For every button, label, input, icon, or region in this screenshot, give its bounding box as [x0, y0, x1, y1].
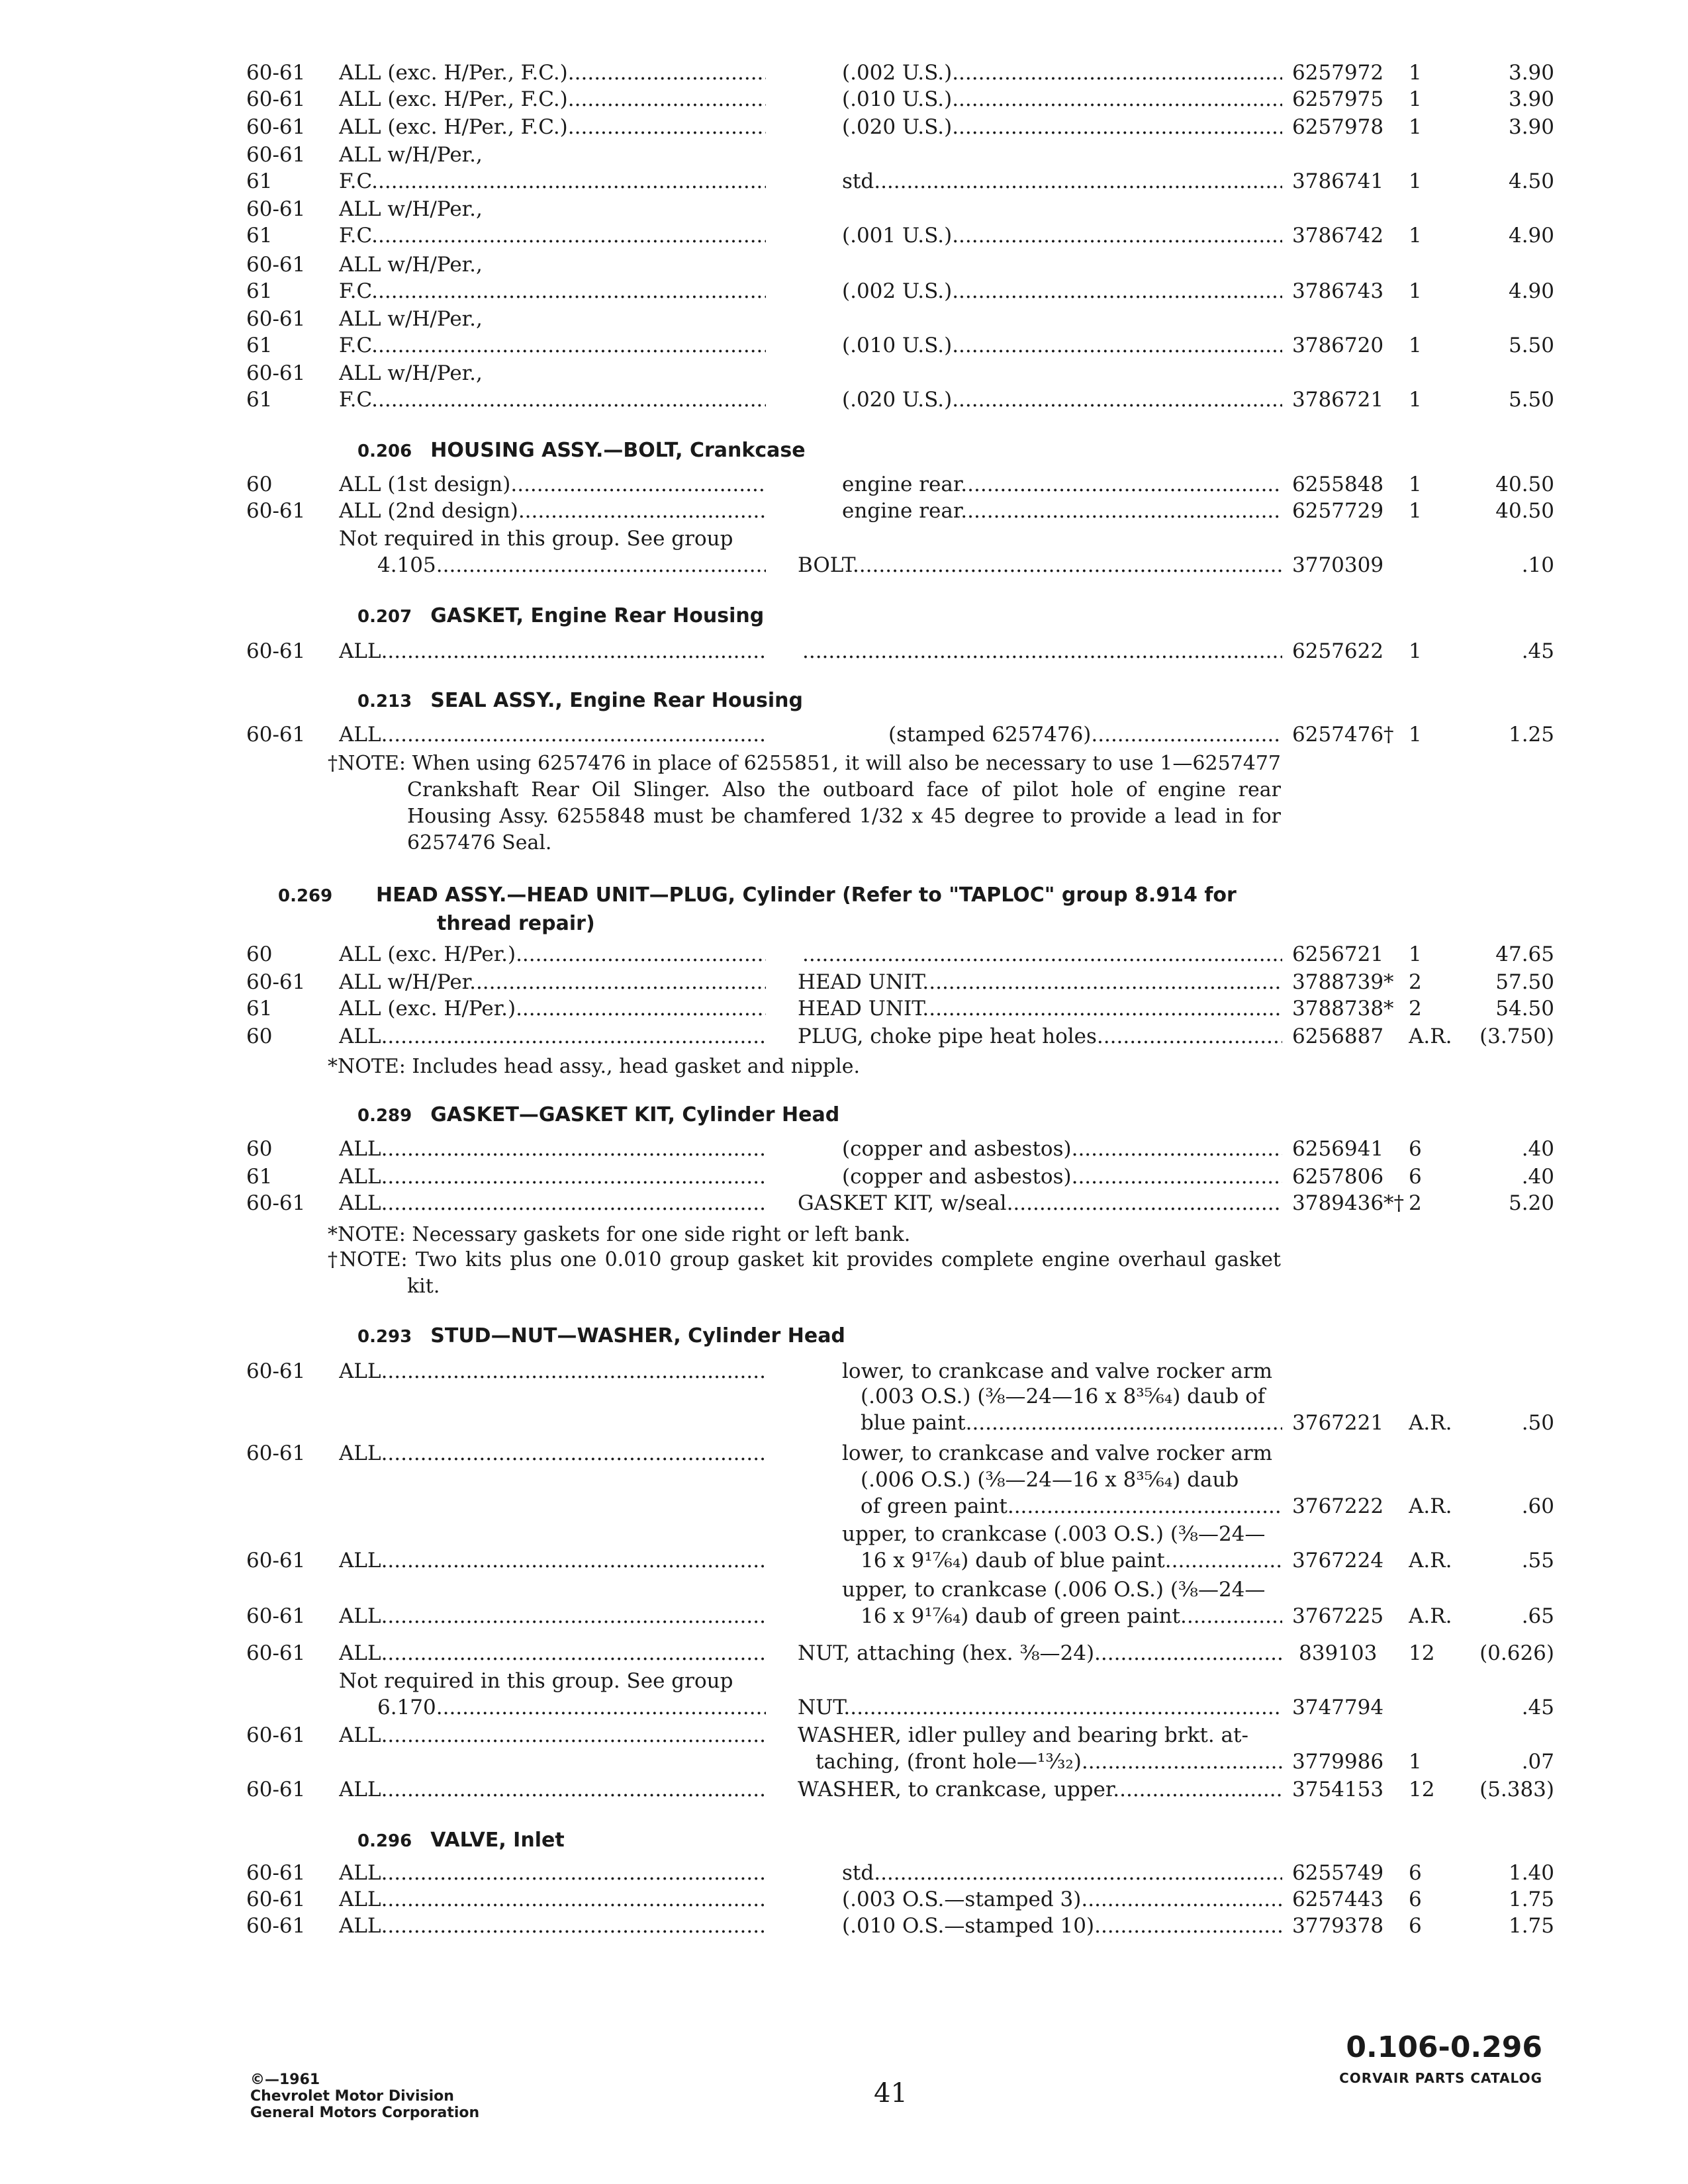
year: 60-61 — [246, 723, 306, 747]
quantity: A.R. — [1409, 1549, 1452, 1572]
part-number: 6257622 — [1292, 639, 1384, 663]
section-header: 0.269 HEAD ASSY.—HEAD UNIT—PLUG, Cylinder (Refer to "TAPLOC" group 8.914 for thread repair) — [278, 884, 1237, 935]
price: (5.383) — [1479, 1778, 1554, 1801]
table-row — [0, 1639, 1688, 1668]
price: 40.50 — [1495, 499, 1554, 523]
year: 61 — [246, 224, 273, 248]
part-number: 6256887 — [1292, 1024, 1384, 1048]
price: 1.40 — [1508, 1861, 1554, 1885]
table-row — [0, 331, 1688, 360]
table-row — [0, 994, 1688, 1023]
table-row — [0, 58, 1688, 87]
quantity: A.R. — [1409, 1411, 1452, 1435]
application: ALL ..... — [339, 637, 766, 666]
publisher-division: Chevrolet Motor Division — [250, 2088, 454, 2105]
section-header — [357, 437, 1297, 465]
year: 60-61 — [246, 499, 306, 523]
application: ALL (exc. H/Per., F.C.) ..... — [339, 85, 766, 114]
section-title: GASKET, Engine Rear Housing — [430, 604, 765, 627]
price: .40 — [1521, 1165, 1554, 1189]
section-title: HEAD ASSY.—HEAD UNIT—PLUG, Cylinder (Refer to "TAPLOC" group 8.914 for thread repair) — [376, 884, 1237, 935]
table-row-line1 — [0, 195, 1688, 224]
section-code: 0.206 — [357, 441, 412, 461]
application: ALL (exc. H/Per., F.C.) ..... — [339, 58, 766, 87]
section-title: GASKET—GASKET KIT, Cylinder Head — [430, 1103, 840, 1126]
publisher-corporation: General Motors Corporation — [250, 2105, 480, 2121]
application: ALL (exc. H/Per.) ..... — [339, 994, 766, 1023]
application: ALL ..... — [339, 1885, 766, 1914]
description: upper, to crankcase (.006 O.S.) (⅜—24— — [842, 1578, 1266, 1602]
section-code: 0.289 — [357, 1106, 412, 1126]
description: 16 x 9¹⁷⁄₆₄) daub of blue paint ..... — [861, 1546, 1282, 1575]
description: BOLT ..... — [798, 551, 1282, 580]
application: ALL ..... — [339, 1439, 766, 1468]
price: (3.750) — [1479, 1024, 1554, 1048]
application: ALL ..... — [339, 1357, 766, 1386]
quantity: A.R. — [1409, 1494, 1452, 1518]
section-header — [357, 602, 1297, 631]
price: 5.20 — [1508, 1191, 1554, 1215]
application: ALL ..... — [339, 1162, 766, 1191]
quantity: 12 — [1409, 1778, 1435, 1801]
section-header — [357, 1827, 1297, 1855]
price: (0.626) — [1479, 1641, 1554, 1665]
table-row — [0, 221, 1688, 250]
quantity: 1 — [1409, 334, 1422, 357]
table-row — [0, 1693, 1688, 1722]
year: 60 — [246, 942, 273, 966]
year: 61 — [246, 997, 273, 1021]
application: ALL w/H/Per., — [339, 197, 483, 221]
application: ALL w/H/Per., — [339, 253, 483, 277]
price: 47.65 — [1495, 942, 1554, 966]
description: 16 x 9¹⁷⁄₆₄) daub of green paint ..... — [861, 1602, 1282, 1631]
application: ALL (exc. H/Per.) ..... — [339, 940, 766, 969]
part-number: 6255749 — [1292, 1861, 1384, 1885]
table-row-line1 — [0, 1666, 1688, 1696]
year: 61 — [246, 334, 273, 357]
year: 61 — [246, 169, 273, 193]
table-row — [0, 496, 1688, 525]
price: .65 — [1521, 1604, 1554, 1628]
table-row-line2 — [0, 1382, 1688, 1411]
table-row — [0, 1546, 1688, 1575]
price: 3.90 — [1508, 115, 1554, 139]
footnote: *NOTE: Necessary gaskets for one side right or left bank. — [328, 1223, 911, 1246]
application: F.C. ..... — [339, 277, 766, 306]
quantity: 1 — [1409, 499, 1422, 523]
part-number: 3786721 — [1292, 388, 1384, 412]
year: 60-61 — [246, 307, 306, 331]
price: 5.50 — [1508, 388, 1554, 412]
application: ALL ..... — [339, 1022, 766, 1051]
application: ALL w/H/Per., — [339, 143, 483, 167]
quantity: 6 — [1409, 1165, 1422, 1189]
table-row — [0, 637, 1688, 666]
price: .45 — [1521, 639, 1554, 663]
quantity: 6 — [1409, 1888, 1422, 1911]
description: (.020 U.S.) ..... — [842, 385, 1282, 414]
price: 3.90 — [1508, 61, 1554, 85]
table-row — [0, 940, 1688, 969]
table-row-line2 — [0, 1465, 1688, 1494]
part-number: 6256941 — [1292, 1137, 1384, 1161]
quantity: 1 — [1409, 473, 1422, 496]
year: 60-61 — [246, 115, 306, 139]
price: 57.50 — [1495, 970, 1554, 994]
price: .50 — [1521, 1411, 1554, 1435]
description: engine rear ..... — [842, 496, 1282, 525]
table-row — [0, 968, 1688, 997]
year: 60 — [246, 473, 273, 496]
table-row — [0, 85, 1688, 114]
application: F.C. ..... — [339, 331, 766, 360]
part-number: 3779986 — [1292, 1750, 1384, 1774]
table-row — [0, 1602, 1688, 1631]
part-number: 6257729 — [1292, 499, 1384, 523]
price: 1.75 — [1508, 1914, 1554, 1938]
year: 61 — [246, 1165, 273, 1189]
price: 5.50 — [1508, 334, 1554, 357]
application: Not required in this group. See group — [339, 1669, 733, 1693]
table-row — [0, 1022, 1688, 1051]
year: 60-61 — [246, 361, 306, 385]
quantity: 1 — [1409, 942, 1422, 966]
year: 60 — [246, 1024, 273, 1048]
table-row-line1 — [0, 1575, 1688, 1604]
description: taching, (front hole—¹³⁄₃₂) ..... — [816, 1747, 1282, 1776]
application: F.C. ..... — [339, 167, 766, 196]
section-header — [357, 1322, 1297, 1351]
table-row — [0, 1858, 1688, 1888]
quantity: 1 — [1409, 169, 1422, 193]
description: (.002 U.S.) ..... — [842, 58, 1282, 87]
table-row — [0, 113, 1688, 142]
application: ALL ..... — [339, 1602, 766, 1631]
price: .55 — [1521, 1549, 1554, 1572]
description: (.020 U.S.) ..... — [842, 113, 1282, 142]
part-number: 6257978 — [1292, 115, 1384, 139]
part-number: 3767222 — [1292, 1494, 1384, 1518]
application: ALL ..... — [339, 1639, 766, 1668]
publisher-block — [250, 2071, 479, 2121]
part-number: 3779378 — [1292, 1914, 1384, 1938]
description: (.010 U.S.) ..... — [842, 85, 1282, 114]
year: 60 — [246, 1137, 273, 1161]
description: (.003 O.S.—stamped 3) ..... — [842, 1885, 1282, 1914]
copyright: ©—1961 — [250, 2071, 320, 2088]
part-number: 3786742 — [1292, 224, 1384, 248]
table-row — [0, 1189, 1688, 1218]
table-row — [0, 720, 1688, 749]
application: 6.170 ..... — [377, 1693, 766, 1722]
application: ALL w/H/Per., — [339, 361, 483, 385]
description: std. ..... — [842, 1858, 1282, 1888]
table-row — [0, 551, 1688, 580]
application: ALL (1st design) ..... — [339, 470, 766, 499]
footnote: *NOTE: Includes head assy., head gasket and nipple. — [328, 1055, 860, 1078]
footnote: †NOTE: When using 6257476 in place of 6255851, it will also be necessary to use 1—6257477 Crankshaft Rear Oil Slinger. Also the outboard face of pilot hole of engine rear Housing Assy. 6255848 must be chamfered 1/32 x 45 degree to provide a lead in for 6257476 Seal. — [328, 752, 1281, 854]
part-number: 839103 — [1299, 1641, 1378, 1665]
application: ALL ..... — [339, 720, 766, 749]
section-range: 0.106-0.296 — [1346, 2030, 1542, 2064]
application: F.C. ..... — [339, 385, 766, 414]
description: PLUG, choke pipe heat holes ..... — [798, 1022, 1282, 1051]
description: upper, to crankcase (.003 O.S.) (⅜—24— — [842, 1522, 1266, 1546]
part-number: 3786743 — [1292, 279, 1384, 303]
part-number: 6257806 — [1292, 1165, 1384, 1189]
description: (.003 O.S.) (⅜—24—16 x 8³⁵⁄₆₄) daub of — [861, 1385, 1266, 1408]
footnote: †NOTE: Two kits plus one 0.010 group gasket kit provides complete engine overhaul gasket kit. — [328, 1248, 1281, 1298]
application: F.C. ..... — [339, 221, 766, 250]
part-number: 6256721 — [1292, 942, 1384, 966]
quantity: 1 — [1409, 87, 1422, 111]
price: .45 — [1521, 1696, 1554, 1719]
description — [802, 637, 1282, 666]
description: WASHER, idler pulley and bearing brkt. at- — [798, 1723, 1248, 1747]
table-row — [0, 1162, 1688, 1191]
application: ALL w/H/Per., — [339, 307, 483, 331]
description — [802, 940, 1282, 969]
quantity: A.R. — [1409, 1024, 1452, 1048]
description: GASKET KIT, w/seal ..... — [798, 1189, 1282, 1218]
part-number: 3770309 — [1292, 553, 1384, 577]
part-number: 3754153 — [1292, 1778, 1384, 1801]
description: std. ..... — [842, 167, 1282, 196]
application: ALL ..... — [339, 1189, 766, 1218]
section-title: SEAL ASSY., Engine Rear Housing — [430, 689, 803, 712]
year: 60-61 — [246, 87, 306, 111]
table-row — [0, 1747, 1688, 1776]
year: 60-61 — [246, 1723, 306, 1747]
description: blue paint ..... — [861, 1408, 1282, 1437]
table-row-line1 — [0, 359, 1688, 388]
table-row — [0, 1134, 1688, 1163]
section-title: STUD—NUT—WASHER, Cylinder Head — [430, 1324, 845, 1347]
price: .60 — [1521, 1494, 1554, 1518]
quantity: 1 — [1409, 279, 1422, 303]
table-row-line1 — [0, 304, 1688, 334]
application: Not required in this group. See group — [339, 527, 733, 551]
price: 40.50 — [1495, 473, 1554, 496]
description: HEAD UNIT ..... — [798, 994, 1282, 1023]
table-row-line1 — [0, 250, 1688, 279]
year: 60-61 — [246, 1549, 306, 1572]
application: ALL ..... — [339, 1775, 766, 1804]
price: .40 — [1521, 1137, 1554, 1161]
description: WASHER, to crankcase, upper ..... — [798, 1775, 1282, 1804]
year: 60-61 — [246, 197, 306, 221]
quantity: 1 — [1409, 1750, 1422, 1774]
table-row — [0, 1408, 1688, 1437]
description: (.010 O.S.—stamped 10) ..... — [842, 1911, 1282, 1940]
application: ALL (2nd design) ..... — [339, 496, 766, 525]
section-title: VALVE, Inlet — [430, 1829, 565, 1852]
section-code: 0.293 — [357, 1327, 412, 1347]
table-row — [0, 1492, 1688, 1521]
part-number: 3767221 — [1292, 1411, 1384, 1435]
table-row — [0, 277, 1688, 306]
year: 60-61 — [246, 970, 306, 994]
table-row-line1 — [0, 1439, 1688, 1468]
application: ALL (exc. H/Per., F.C.) ..... — [339, 113, 766, 142]
year: 60-61 — [246, 253, 306, 277]
year: 60-61 — [246, 1441, 306, 1465]
description: NUT ..... — [798, 1693, 1282, 1722]
description: engine rear ..... — [842, 470, 1282, 499]
application: 4.105 ..... — [377, 551, 766, 580]
description: lower, to crankcase and valve rocker arm — [842, 1441, 1273, 1465]
application: ALL ..... — [339, 1546, 766, 1575]
price: .07 — [1521, 1750, 1554, 1774]
table-row — [0, 385, 1688, 414]
year: 60-61 — [246, 1641, 306, 1665]
description: NUT, attaching (hex. ⅜—24) ..... — [798, 1639, 1282, 1668]
description: (.006 O.S.) (⅜—24—16 x 8³⁵⁄₆₄) daub — [861, 1468, 1239, 1492]
year: 60-61 — [246, 1914, 306, 1938]
part-number: 3786741 — [1292, 169, 1384, 193]
part-number: 3789436*† — [1292, 1191, 1405, 1215]
year: 60-61 — [246, 1604, 306, 1628]
table-row — [0, 167, 1688, 196]
table-row-line1 — [0, 524, 1688, 553]
year: 60-61 — [246, 639, 306, 663]
price: 54.50 — [1495, 997, 1554, 1021]
part-number: 3786720 — [1292, 334, 1384, 357]
section-code: 0.207 — [357, 607, 412, 627]
application: ALL ..... — [339, 1134, 766, 1163]
year: 61 — [246, 388, 273, 412]
section-code: 0.213 — [357, 692, 412, 711]
application: ALL w/H/Per. ..... — [339, 968, 766, 997]
table-row — [0, 1911, 1688, 1940]
quantity: 2 — [1409, 997, 1422, 1021]
catalog-name: CORVAIR PARTS CATALOG — [1339, 2070, 1542, 2086]
description: lower, to crankcase and valve rocker arm — [842, 1359, 1273, 1383]
section-code: 0.296 — [357, 1831, 412, 1851]
description: of green paint ..... — [861, 1492, 1282, 1521]
part-number: 6255848 — [1292, 473, 1384, 496]
part-number: 3767224 — [1292, 1549, 1384, 1572]
price: 1.75 — [1508, 1888, 1554, 1911]
description: (stamped 6257476) ..... — [888, 720, 1282, 749]
table-row-line1 — [0, 1721, 1688, 1750]
part-number: 3788738* — [1292, 997, 1394, 1021]
year: 60-61 — [246, 143, 306, 167]
table-row — [0, 1885, 1688, 1914]
price: 4.50 — [1508, 169, 1554, 193]
quantity: 6 — [1409, 1914, 1422, 1938]
application: ALL ..... — [339, 1721, 766, 1750]
part-number: 6257975 — [1292, 87, 1384, 111]
part-number: 3747794 — [1292, 1696, 1384, 1719]
quantity: 1 — [1409, 723, 1422, 747]
price: 4.90 — [1508, 279, 1554, 303]
quantity: 6 — [1409, 1137, 1422, 1161]
quantity: 2 — [1409, 1191, 1422, 1215]
year: 61 — [246, 279, 273, 303]
section-title: HOUSING ASSY.—BOLT, Crankcase — [430, 439, 806, 462]
quantity: 6 — [1409, 1861, 1422, 1885]
year: 60-61 — [246, 1888, 306, 1911]
application: ALL ..... — [339, 1911, 766, 1940]
price: .10 — [1521, 553, 1554, 577]
part-number: 3788739* — [1292, 970, 1394, 994]
year: 60-61 — [246, 1359, 306, 1383]
description: (.010 U.S.) ..... — [842, 331, 1282, 360]
quantity: 1 — [1409, 61, 1422, 85]
table-row — [0, 1775, 1688, 1804]
price: 4.90 — [1508, 224, 1554, 248]
price: 1.25 — [1508, 723, 1554, 747]
description: HEAD UNIT ..... — [798, 968, 1282, 997]
section-header — [357, 687, 1297, 715]
part-number: 3767225 — [1292, 1604, 1384, 1628]
part-number: 6257443 — [1292, 1888, 1384, 1911]
part-number: 6257476† — [1292, 723, 1394, 747]
description: (.001 U.S.) ..... — [842, 221, 1282, 250]
section-header — [357, 1101, 1297, 1130]
description: (copper and asbestos) ..... — [842, 1162, 1282, 1191]
description: (.002 U.S.) ..... — [842, 277, 1282, 306]
table-row — [0, 470, 1688, 499]
quantity: 1 — [1409, 639, 1422, 663]
quantity: 1 — [1409, 224, 1422, 248]
table-row-line1 — [0, 140, 1688, 169]
year: 60-61 — [246, 1778, 306, 1801]
application: ALL ..... — [339, 1858, 766, 1888]
year: 60-61 — [246, 1191, 306, 1215]
description: (copper and asbestos) ..... — [842, 1134, 1282, 1163]
quantity: 1 — [1409, 115, 1422, 139]
price: 3.90 — [1508, 87, 1554, 111]
year: 60-61 — [246, 61, 306, 85]
quantity: 12 — [1409, 1641, 1435, 1665]
table-row-line1 — [0, 1520, 1688, 1549]
page-number: 41 — [874, 2078, 908, 2109]
year: 60-61 — [246, 1861, 306, 1885]
quantity: A.R. — [1409, 1604, 1452, 1628]
quantity: 1 — [1409, 388, 1422, 412]
quantity: 2 — [1409, 970, 1422, 994]
part-number: 6257972 — [1292, 61, 1384, 85]
